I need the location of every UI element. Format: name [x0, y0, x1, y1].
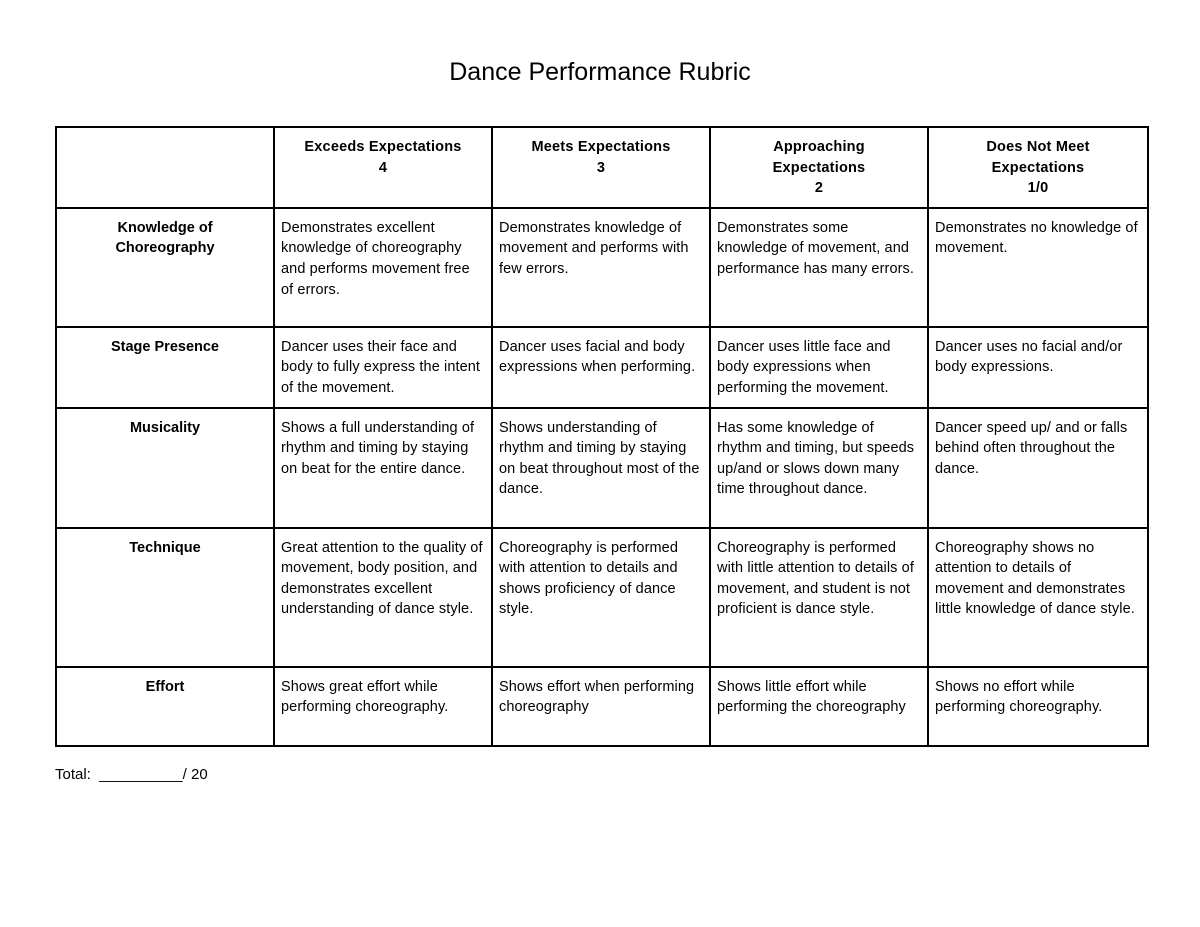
criterion-label: Technique [56, 528, 274, 667]
total-label: Total: [55, 766, 91, 783]
rubric-cell: Demonstrates no knowledge of movement. [928, 208, 1148, 327]
criterion-label: Knowledge of Choreography [56, 208, 274, 327]
rubric-cell: Demonstrates some knowledge of movement, and performance has many errors. [710, 208, 928, 327]
rubric-cell: Choreography is performed with attention to details and shows proficiency of dance style. [492, 528, 710, 667]
level-header-approaching [710, 127, 928, 208]
level-name: Exceeds Expectations [304, 139, 462, 155]
total-line [55, 765, 208, 785]
rubric-table [55, 126, 1149, 747]
total-max: / 20 [182, 766, 208, 783]
rubric-cell: Shows a full understanding of rhythm and timing by staying on beat for the entire dance. [274, 408, 492, 528]
rubric-cell: Dancer uses no facial and/or body expressions. [928, 327, 1148, 408]
total-blank[interactable]: __________ [99, 766, 183, 783]
table-row [56, 408, 1148, 528]
rubric-cell: Choreography shows no attention to details of movement and demonstrates little knowledge of dance style. [928, 528, 1148, 667]
rubric-cell: Demonstrates knowledge of movement and performs with few errors. [492, 208, 710, 327]
criterion-label: Stage Presence [56, 327, 274, 408]
rubric-cell: Great attention to the quality of movement, body position, and demonstrates excellent understanding of dance style. [274, 528, 492, 667]
rubric-cell: Dancer uses their face and body to fully express the intent of the movement. [274, 327, 492, 408]
level-score: 4 [378, 159, 388, 176]
rubric-cell: Shows little effort while performing the choreography [710, 667, 928, 746]
criterion-label: Musicality [56, 408, 274, 528]
rubric-cell: Dancer speed up/ and or falls behind often throughout the dance. [928, 408, 1148, 528]
rubric-cell: Choreography is performed with little attention to details of movement, and student is not proficient is dance style. [710, 528, 928, 667]
level-score: 2 [814, 180, 824, 197]
table-row [56, 667, 1148, 746]
header-row [56, 127, 1148, 208]
rubric-cell: Has some knowledge of rhythm and timing, but speeds up/and or slows down many time throughout dance. [710, 408, 928, 528]
level-name: Does Not Meet Expectations [986, 139, 1090, 176]
table-row [56, 327, 1148, 408]
level-header-exceeds [274, 127, 492, 208]
rubric-cell: Shows no effort while performing choreography. [928, 667, 1148, 746]
level-header-meets [492, 127, 710, 208]
corner-cell [56, 127, 274, 208]
rubric-cell: Shows great effort while performing choreography. [274, 667, 492, 746]
level-header-does-not-meet [928, 127, 1148, 208]
rubric-cell: Demonstrates excellent knowledge of choreography and performs movement free of errors. [274, 208, 492, 327]
rubric-cell: Shows effort when performing choreography [492, 667, 710, 746]
criterion-label: Effort [56, 667, 274, 746]
rubric-cell: Dancer uses little face and body expressions when performing the movement. [710, 327, 928, 408]
level-name: Approaching Expectations [772, 139, 866, 176]
table-row [56, 528, 1148, 667]
table-row [56, 208, 1148, 327]
page-title: Dance Performance Rubric [449, 58, 751, 86]
level-score: 1/0 [1027, 180, 1049, 197]
level-name: Meets Expectations [531, 139, 671, 155]
rubric-cell: Dancer uses facial and body expressions when performing. [492, 327, 710, 408]
level-score: 3 [596, 159, 606, 176]
rubric-cell: Shows understanding of rhythm and timing by staying on beat throughout most of the dance. [492, 408, 710, 528]
